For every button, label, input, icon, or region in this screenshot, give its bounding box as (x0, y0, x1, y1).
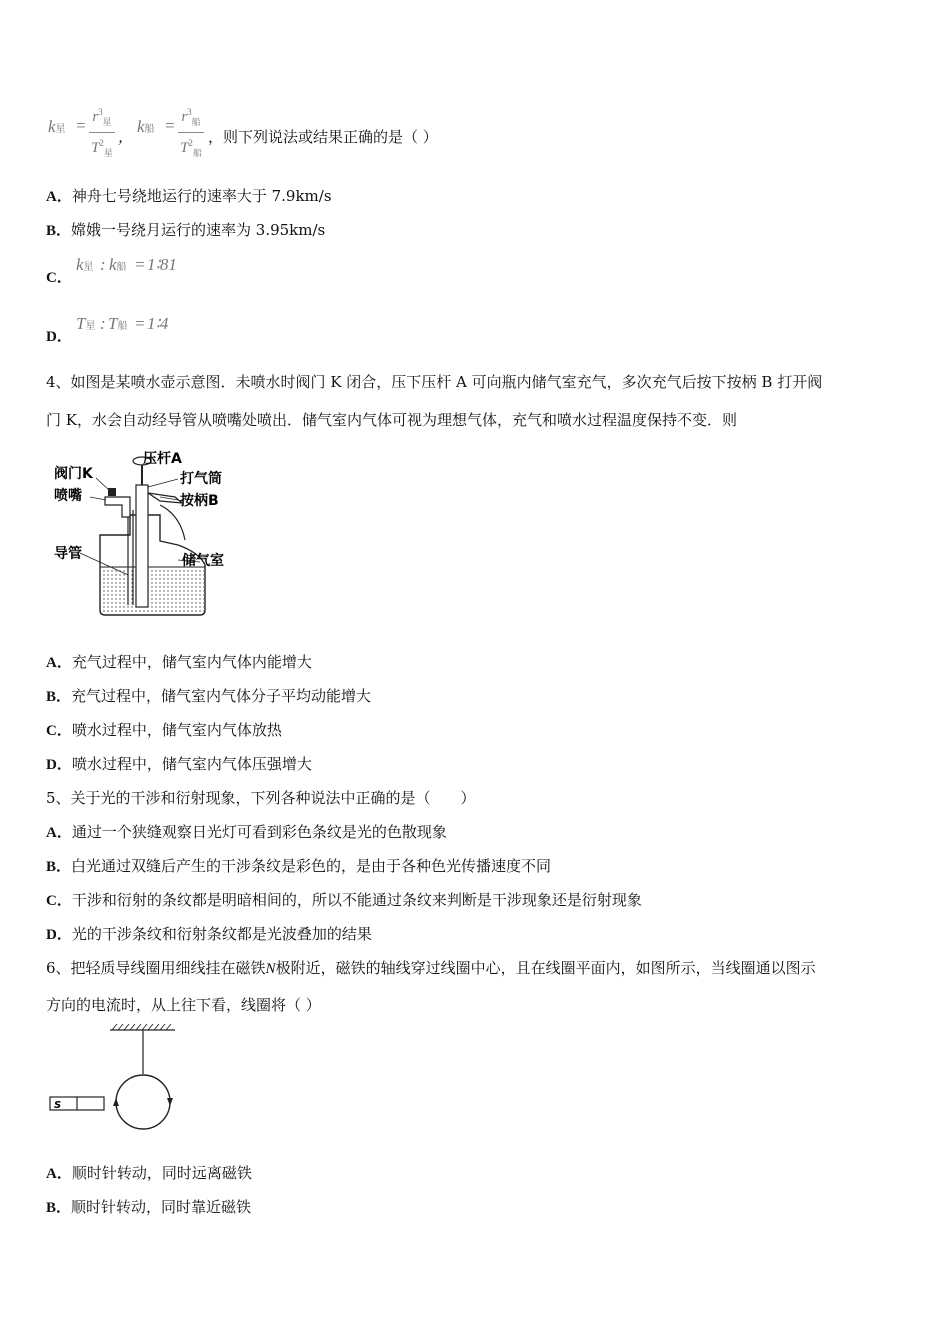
label-rod: 压杆A (143, 451, 182, 467)
spray-bottle-figure (50, 445, 250, 620)
current-arrow-right (167, 1098, 173, 1106)
fraction-r3-over-t2-ship: $r^3_船$ $T^2_船$ (178, 104, 204, 161)
q3-option-a: A．神舟七号绕地运行的速率大于 7.9km/s (46, 187, 332, 205)
label-tube: 导管 (54, 546, 82, 562)
equals-sign: = (75, 116, 87, 135)
label-nozzle: 喷嘴 (54, 488, 82, 504)
water (101, 567, 204, 614)
q6-stem-line2: 方向的电流时，从上往下看，线圈将（ ） (46, 996, 321, 1014)
coil (116, 1075, 170, 1129)
q4-option-c: C．喷水过程中，储气室内气体放热 (46, 721, 282, 739)
q3-stem-tail: ，则下列说法或结果正确的是（ ） (208, 128, 438, 146)
q3-option-d-label: D． (46, 329, 72, 345)
label-pump: 打气筒 (180, 471, 222, 487)
q6-option-b: B．顺时针转动，同时靠近磁铁 (46, 1198, 252, 1216)
pump-cylinder (136, 485, 148, 607)
q4-option-d: D．喷水过程中，储气室内气体压强增大 (46, 755, 312, 773)
magnet-coil-figure (45, 1022, 185, 1137)
q5-option-c: C．干涉和衍射的条纹都是明暗相间的，所以不能通过条纹来判断是干涉现象还是衍射现象 (46, 891, 642, 909)
label-handle: 按柄B (180, 493, 219, 509)
q5-option-a: A．通过一个狭缝观察日光灯可看到彩色条纹是光的色散现象 (46, 823, 447, 841)
k-star-symbol: k星 (48, 117, 66, 136)
ratio-value: 1∶81 (147, 255, 177, 274)
q6-stem-line1: 6、把轻质导线圈用细线挂在磁铁N极附近，磁铁的轴线穿过线圈中心，且在线圈平面内，如图所示，当线圈通以图示 (46, 959, 816, 977)
q4-stem-line2: 门 K，水会自动经导管从喷嘴处喷出．储气室内气体可视为理想气体，充气和喷水过程温度保持不变．则 (46, 411, 737, 429)
label-magnet-s: S (54, 1100, 62, 1111)
q3-option-b: B．嫦娥一号绕月运行的速率为 3.95km/s (46, 221, 326, 239)
q3-option-c-label: C． (46, 270, 72, 286)
k-ship-symbol: k船 (137, 117, 155, 136)
fraction-r3-over-t2-star: $r^3_星$ $T^2_星$ (89, 104, 115, 161)
q4-option-a: A．充气过程中，储气室内气体内能增大 (46, 653, 312, 671)
q5-option-b: B．白光通过双缝后产生的干涉条纹是彩色的，是由于各种色光传播速度不同 (46, 857, 552, 875)
ratio-value: 1∶4 (147, 314, 169, 333)
q5-option-d: D．光的干涉条纹和衍射条纹都是光波叠加的结果 (46, 925, 372, 943)
q5-stem: 5、关于光的干涉和衍射现象，下列各种说法中正确的是（ ） (46, 789, 476, 807)
q4-stem-line1: 4、如图是某喷水壶示意图．未喷水时阀门 K 闭合，压下压杆 A 可向瓶内储气室充气，多次充气后按下按柄 B 打开阀 (46, 373, 823, 391)
equals-sign: = (164, 116, 176, 135)
q4-option-b: B．充气过程中，储气室内气体分子平均动能增大 (46, 687, 372, 705)
label-chamber: 储气室 (182, 553, 224, 569)
nozzle (105, 497, 130, 517)
current-arrow-left (113, 1098, 119, 1106)
q6-option-a: A．顺时针转动，同时远离磁铁 (46, 1164, 252, 1182)
comma: ， (118, 130, 134, 146)
label-valve: 阀门K (54, 466, 93, 482)
